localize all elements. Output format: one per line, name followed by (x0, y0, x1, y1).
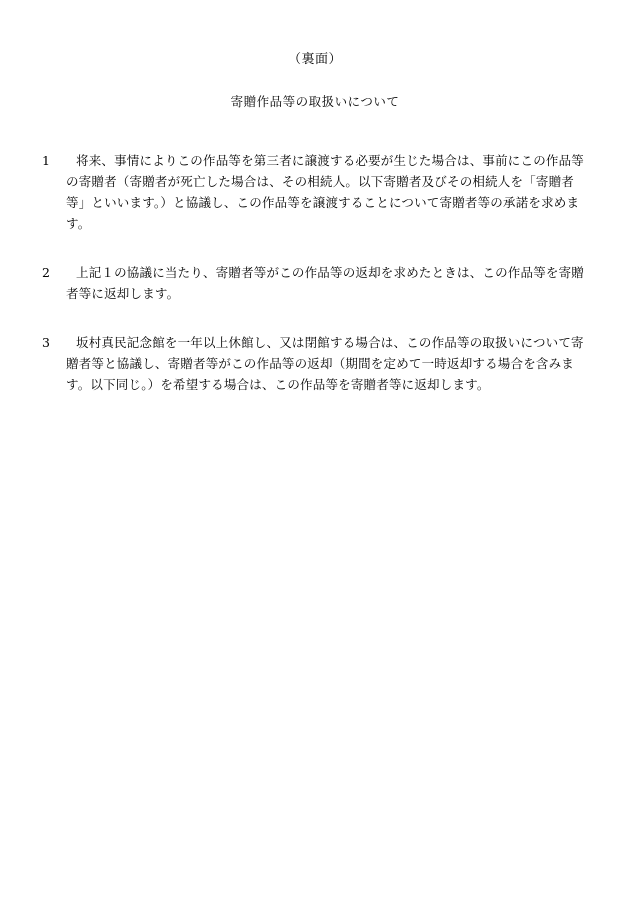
clause-text: 将来、事情によりこの作品等を第三者に譲渡する必要が生じた場合は、事前にこの作品等の寄贈者（寄贈者が死亡した場合は、その相続人。以下寄贈者及びその相続人を「寄贈者等」といいます。）と協議し、この作品等を譲渡することについて寄贈者等の承諾を求めます。 (66, 153, 585, 231)
clause-text: 上記１の協議に当たり、寄贈者等がこの作品等の返却を求めたときは、この作品等を寄贈者等に返却します。 (66, 265, 585, 301)
clause-number: 3 (42, 335, 50, 350)
reverse-side-label: （裏面） (287, 52, 342, 67)
clause-number: 1 (42, 153, 50, 168)
document-title: 寄贈作品等の取扱いについて (230, 94, 400, 109)
clause-number: 2 (42, 265, 50, 280)
clause-item-1 (40, 150, 590, 234)
clause-item-3 (40, 332, 590, 395)
clause-item-2 (40, 262, 590, 304)
clause-list (40, 150, 590, 423)
clause-text: 坂村真民記念館を一年以上休館し、又は閉館する場合は、この作品等の取扱いについて寄贈者等と協議し、寄贈者等がこの作品等の返却（期間を定めて一時返却する場合を含みます。以下同じ。）を希望する場合は、この作品等を寄贈者等に返却します。 (66, 335, 584, 392)
